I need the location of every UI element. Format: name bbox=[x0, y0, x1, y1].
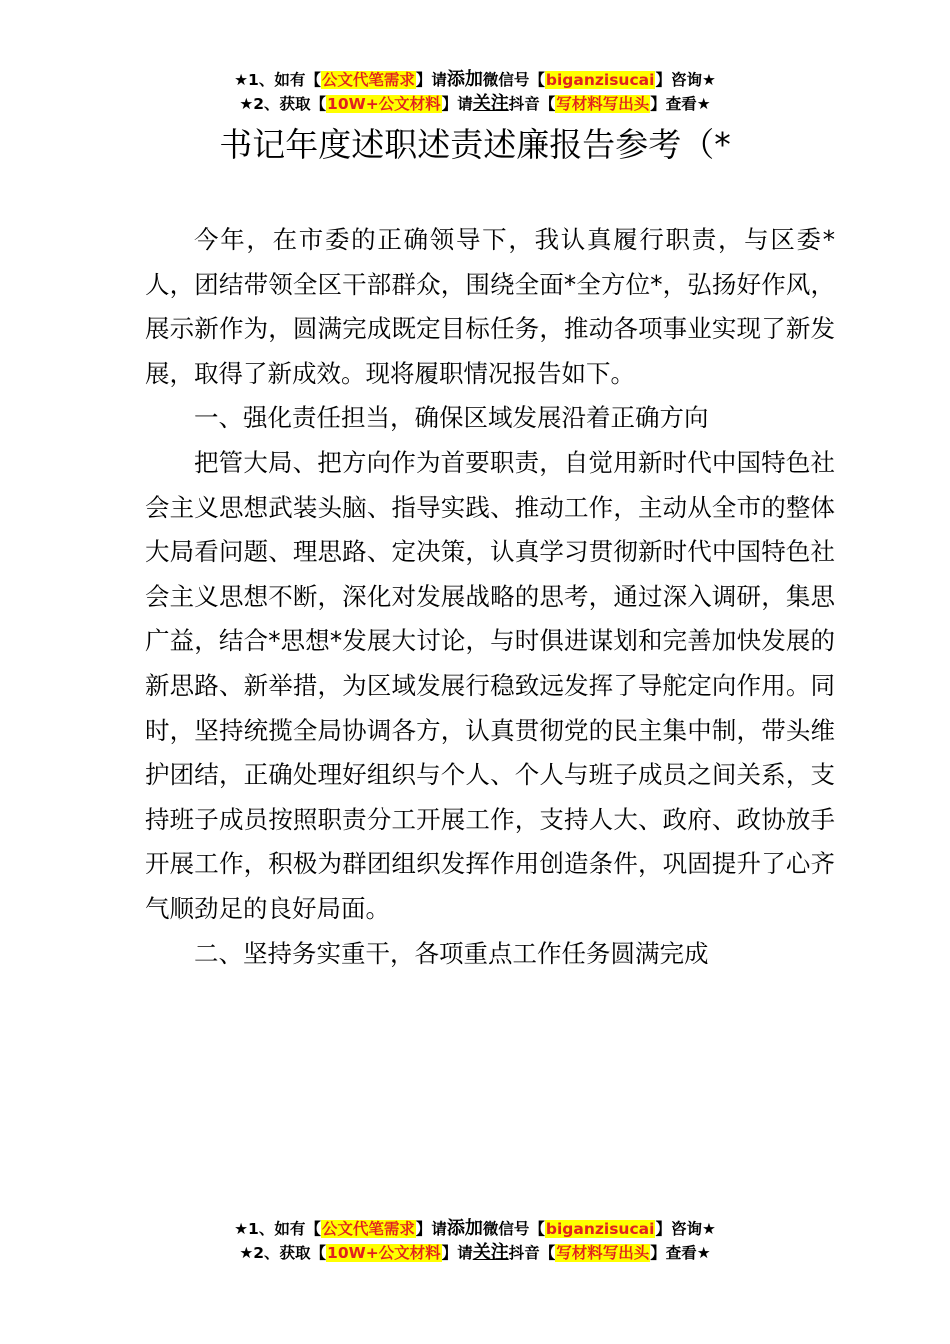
paragraph-intro: 今年，在市委的正确领导下，我认真履行职责，与区委*人，团结带领全区干部群众，围绕全面*全方位*，弘扬好作风，展示新作为，圆满完成既定目标任务，推动各项事业实现了新发展，取得了新成效。现将履职情况报告如下。 bbox=[145, 225, 835, 388]
highlight-wechat-id: biganzisucai bbox=[545, 1220, 655, 1238]
banner-text: 微信号【 bbox=[482, 71, 545, 89]
banner-line-2 bbox=[0, 1241, 950, 1265]
section-heading-1: 一、强化责任担当，确保区域发展沿着正确方向 bbox=[194, 403, 709, 433]
banner-emphasis: 添加 bbox=[446, 69, 483, 90]
section-heading-2: 二、坚持务实重干，各项重点工作任务圆满完成 bbox=[194, 938, 709, 968]
banner-text: 】请 bbox=[415, 71, 447, 89]
highlight-materials: 10W+公文材料 bbox=[327, 95, 441, 113]
star-icon: ★ bbox=[234, 1220, 249, 1238]
banner-text: 1、如有【 bbox=[248, 1220, 321, 1238]
star-icon: ★ bbox=[234, 71, 249, 89]
highlight-materials: 10W+公文材料 bbox=[327, 1244, 441, 1262]
banner-emphasis: 关注 bbox=[472, 1242, 509, 1263]
banner-text: 】咨询 bbox=[655, 71, 702, 89]
highlight-douyin-account: 写材料写出头 bbox=[556, 1244, 650, 1262]
page-title: 书记年度述职述责述廉报告参考（* bbox=[219, 125, 731, 164]
highlight-service: 公文代笔需求 bbox=[321, 1220, 415, 1238]
star-icon: ★ bbox=[239, 95, 254, 113]
top-banner bbox=[0, 68, 950, 116]
banner-text: 】请 bbox=[415, 1220, 447, 1238]
banner-text: 】请 bbox=[441, 95, 473, 113]
banner-text: 2、获取【 bbox=[253, 1244, 327, 1262]
banner-line-1 bbox=[0, 68, 950, 92]
banner-text: 2、获取【 bbox=[253, 95, 327, 113]
banner-line-1 bbox=[0, 1217, 950, 1241]
banner-text: 1、如有【 bbox=[248, 71, 321, 89]
banner-emphasis: 关注 bbox=[472, 93, 509, 114]
star-icon: ★ bbox=[701, 71, 716, 89]
document-body bbox=[145, 218, 835, 976]
highlight-wechat-id: biganzisucai bbox=[545, 71, 655, 89]
star-icon: ★ bbox=[701, 1220, 716, 1238]
star-icon: ★ bbox=[696, 95, 711, 113]
banner-text: 抖音【 bbox=[508, 95, 556, 113]
banner-text: 】咨询 bbox=[655, 1220, 702, 1238]
banner-text: 】查看 bbox=[650, 95, 697, 113]
star-icon: ★ bbox=[239, 1244, 254, 1262]
bottom-banner bbox=[0, 1217, 950, 1265]
paragraph-section-1: 把管大局、把方向作为首要职责，自觉用新时代中国特色社会主义思想武装头脑、指导实践、推动工作，主动从全市的整体大局看问题、理思路、定决策，认真学习贯彻新时代中国特色社会主义思想不断，深化对发展战略的思考，通过深入调研，集思广益，结合*思想*发展大讨论，与时俱进谋划和完善加快发展的新思路、新举措，为区域发展行稳致远发挥了导舵定向作用。同时，坚持统揽全局协调各方，认真贯彻党的民主集中制，带头维护团结，正确处理好组织与个人、个人与班子成员之间关系，支持班子成员按照职责分工开展工作，支持人大、政府、政协放手开展工作，积极为群团组织发挥作用创造条件，巩固提升了心齐气顺劲足的良好局面。 bbox=[145, 447, 835, 923]
banner-emphasis: 添加 bbox=[446, 1218, 483, 1239]
banner-text: 】请 bbox=[441, 1244, 473, 1262]
star-icon: ★ bbox=[696, 1244, 711, 1262]
banner-line-2 bbox=[0, 92, 950, 116]
banner-text: 】查看 bbox=[650, 1244, 697, 1262]
banner-text: 抖音【 bbox=[508, 1244, 556, 1262]
banner-text: 微信号【 bbox=[482, 1220, 545, 1238]
highlight-douyin-account: 写材料写出头 bbox=[556, 95, 650, 113]
highlight-service: 公文代笔需求 bbox=[321, 71, 415, 89]
